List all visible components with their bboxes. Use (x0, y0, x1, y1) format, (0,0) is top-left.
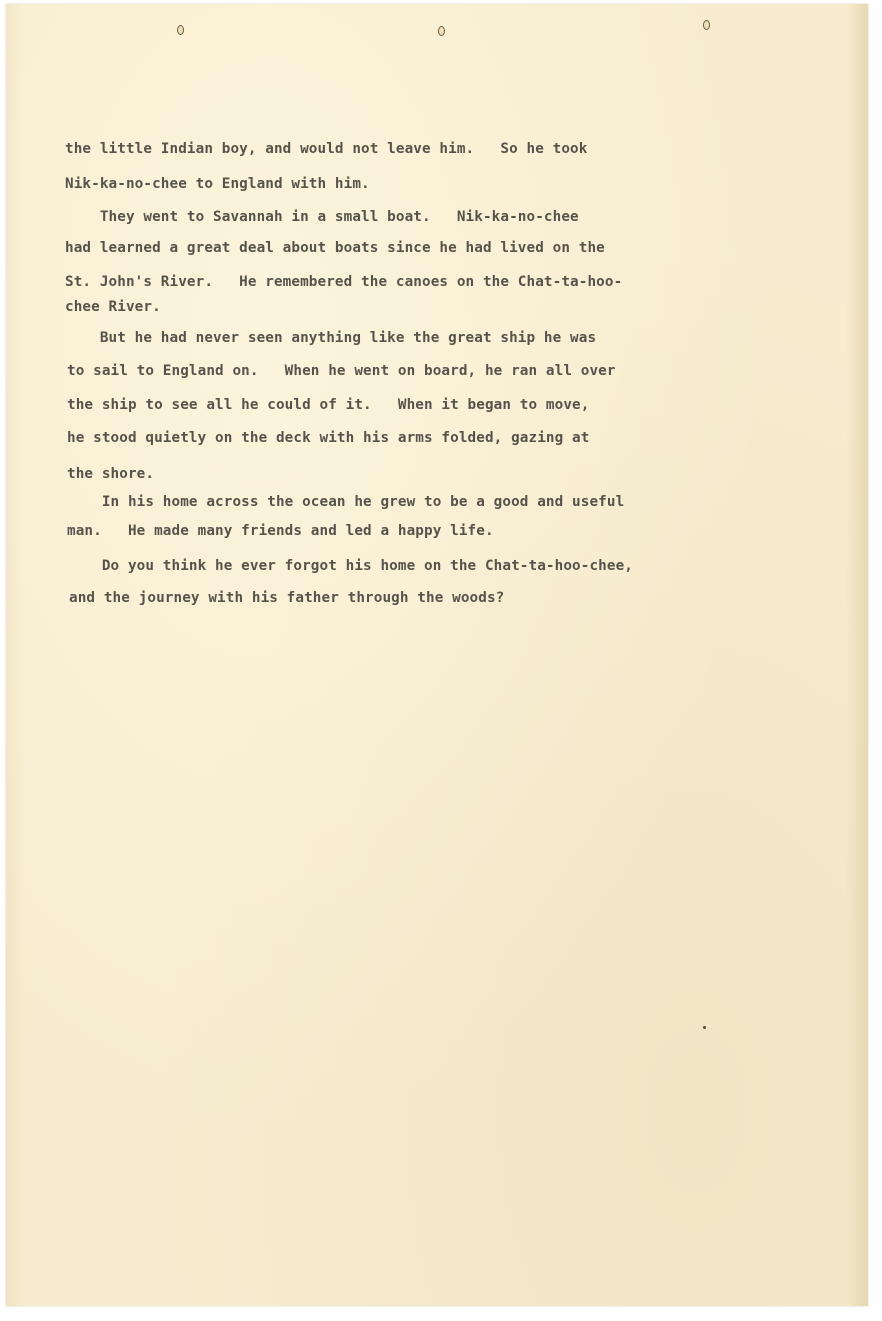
typewritten-page (6, 4, 868, 1306)
text-line: man. He made many friends and led a happy life. (67, 523, 494, 539)
text-line: St. John's River. He remembered the canoes on the Chat-ta-hoo- (65, 274, 623, 290)
text-line: They went to Savannah in a small boat. Nik-ka-no-chee (65, 209, 579, 225)
text-line: the ship to see all he could of it. When it began to move, (67, 397, 590, 413)
text-line: Do you think he ever forgot his home on the Chat-ta-hoo-chee, (67, 558, 633, 574)
text-line: had learned a great deal about boats since he had lived on the (65, 240, 605, 256)
text-line: the little Indian boy, and would not leave him. So he took (65, 141, 588, 157)
punch-hole-left (177, 25, 184, 35)
text-line: and the journey with his father through the woods? (69, 590, 505, 606)
text-line: to sail to England on. When he went on board, he ran all over (67, 363, 616, 379)
text-line: the shore. (67, 466, 155, 482)
text-line: Nik-ka-no-chee to England with him. (65, 176, 370, 192)
text-line: In his home across the ocean he grew to be a good and useful (67, 494, 625, 510)
ink-speck (703, 1026, 706, 1029)
text-line: chee River. (65, 299, 161, 315)
punch-hole-center (438, 26, 445, 36)
punch-hole-right (703, 20, 710, 30)
text-line: he stood quietly on the deck with his arms folded, gazing at (67, 430, 590, 446)
text-line: But he had never seen anything like the great ship he was (65, 330, 597, 346)
